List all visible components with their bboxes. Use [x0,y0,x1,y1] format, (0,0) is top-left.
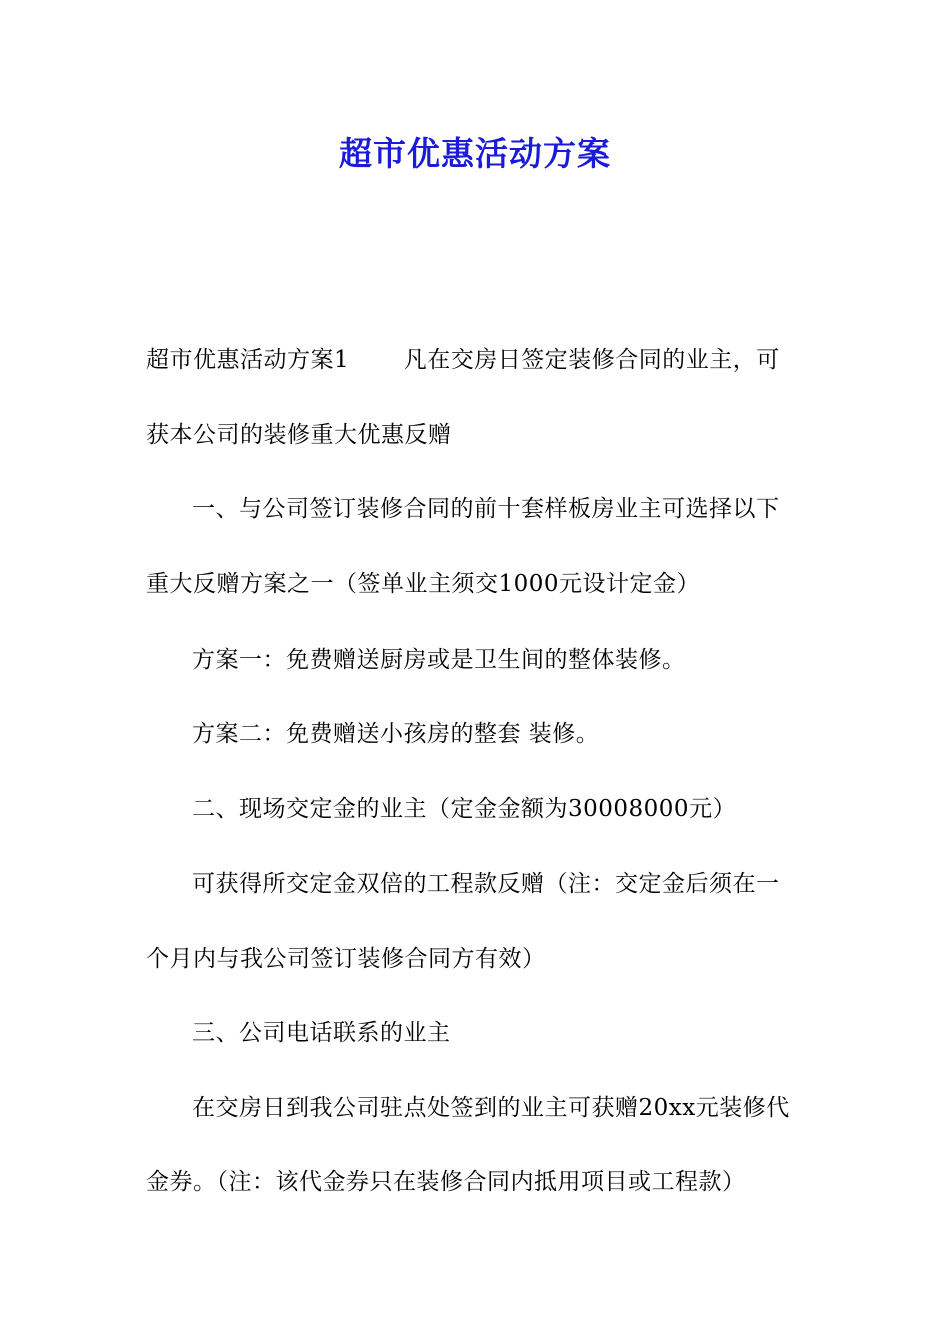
paragraph-line: 三、公司电话联系的业主 [192,1020,451,1046]
paragraph-line: 在交房日到我公司驻点处签到的业主可获赠20xx元装修代 [192,1095,790,1121]
paragraph-line: 方案二：免费赠送小孩房的整套 装修。 [192,721,600,747]
paragraph-line: 个月内与我公司签订装修合同方有效） [146,946,546,972]
paragraph-line: 一、与公司签订装修合同的前十套样板房业主可选择以下 [192,496,780,522]
paragraph-line: 方案一：免费赠送厨房或是卫生间的整体装修。 [192,647,686,673]
paragraph-line: 二、现场交定金的业主（定金金额为30008000元） [192,796,737,822]
paragraph-line: 可获得所交定金双倍的工程款反赠（注：交定金后须在一 [192,871,780,897]
paragraph-line: 获本公司的装修重大优惠反赠 [146,422,452,448]
paragraph-line: 重大反赠方案之一（签单业主须交1000元设计定金） [146,571,701,597]
document-title: 超市优惠活动方案 [339,134,611,173]
paragraph-line: 超市优惠活动方案1 凡在交房日签定装修合同的业主，可 [146,347,780,373]
paragraph-line: 金券。（注：该代金券只在装修合同内抵用项目或工程款） [146,1169,746,1195]
